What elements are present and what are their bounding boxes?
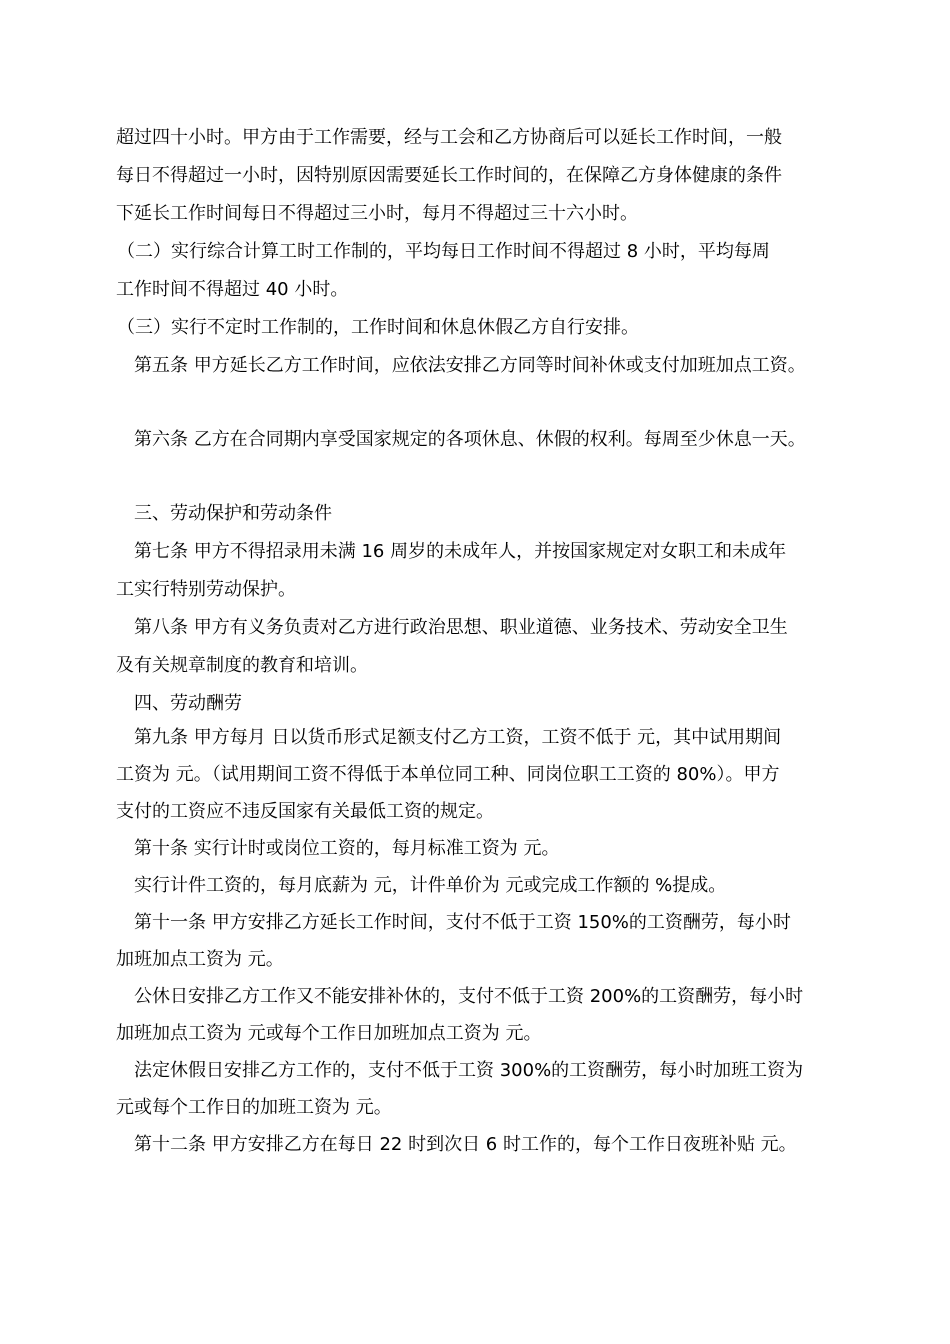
text-line: 下延长工作时间每日不得超过三小时，每月不得超过三十六小时。 [116, 203, 638, 224]
text-line: 支付的工资应不违反国家有关最低工资的规定。 [116, 801, 494, 822]
text-line: 加班加点工资为 元。 [116, 949, 284, 970]
text-line: 超过四十小时。甲方由于工作需要，经与工会和乙方协商后可以延长工作时间，一般 [116, 127, 782, 148]
article-heading: 第八条 甲方有义务负责对乙方进行政治思想、职业道德、业务技术、劳动安全卫生 [134, 617, 788, 638]
text-line: 元或每个工作日的加班工资为 元。 [116, 1097, 392, 1118]
text-line: 法定休假日安排乙方工作的，支付不低于工资 300%的工资酬劳，每小时加班工资为 [134, 1060, 804, 1081]
text-line: （二）实行综合计算工时工作制的，平均每日工作时间不得超过 8 小时，平均每周 [117, 241, 770, 262]
text-line: 及有关规章制度的教育和培训。 [116, 655, 368, 676]
article-heading: 第十一条 甲方安排乙方延长工作时间，支付不低于工资 150%的工资酬劳，每小时 [134, 912, 791, 933]
article-heading: 第十条 实行计时或岗位工资的，每月标准工资为 元。 [134, 838, 560, 859]
text-line: 加班加点工资为 元或每个工作日加班加点工资为 元。 [116, 1023, 542, 1044]
section-heading: 三、劳动保护和劳动条件 [134, 503, 332, 524]
section-heading: 四、劳动酬劳 [134, 693, 242, 714]
article-heading: 第五条 甲方延长乙方工作时间，应依法安排乙方同等时间补休或支付加班加点工资。 [134, 355, 806, 376]
text-line: 每日不得超过一小时，因特别原因需要延长工作时间的，在保障乙方身体健康的条件 [116, 165, 782, 186]
article-heading: 第九条 甲方每月 日以货币形式足额支付乙方工资，工资不低于 元，其中试用期间 [134, 727, 782, 748]
article-heading: 第十二条 甲方安排乙方在每日 22 时到次日 6 时工作的，每个工作日夜班补贴 元。 [134, 1134, 797, 1155]
article-heading: 第七条 甲方不得招录用未满 16 周岁的未成年人，并按国家规定对女职工和未成年 [134, 541, 787, 562]
text-line: 实行计件工资的，每月底薪为 元，计件单价为 元或完成工作额的 %提成。 [134, 875, 727, 896]
text-line: 工实行特别劳动保护。 [116, 579, 296, 600]
article-heading: 第六条 乙方在合同期内享受国家规定的各项休息、休假的权利。每周至少休息一天。 [134, 429, 806, 450]
text-line: 公休日安排乙方工作又不能安排补休的，支付不低于工资 200%的工资酬劳，每小时 [134, 986, 804, 1007]
text-line: 工资为 元。（试用期间工资不得低于本单位同工种、同岗位职工工资的 80%）。甲方 [116, 764, 780, 785]
text-line: 工作时间不得超过 40 小时。 [116, 279, 349, 300]
text-line: （三）实行不定时工作制的，工作时间和休息休假乙方自行安排。 [117, 317, 639, 338]
